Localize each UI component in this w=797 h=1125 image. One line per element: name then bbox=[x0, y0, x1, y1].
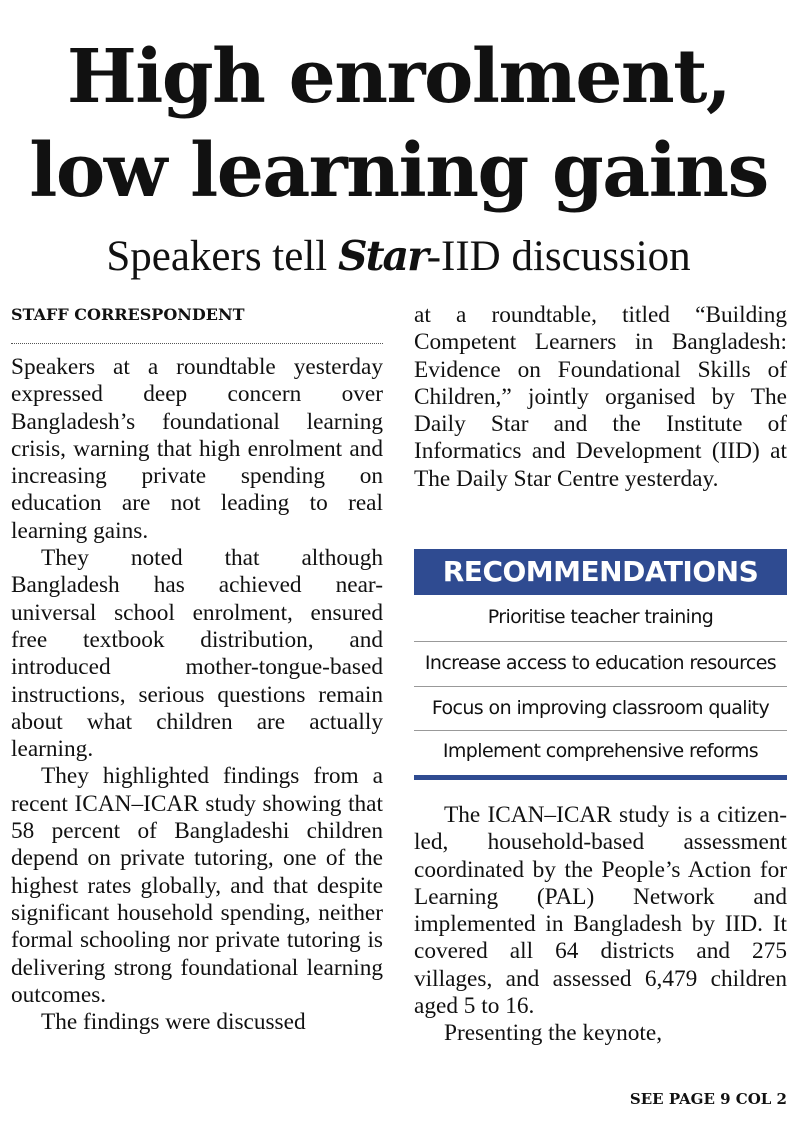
article-paragraph: at a roundtable, titled “Building Competent Learners in Bangladesh: Evidence on Foundational Skills of Children,” jointly organised by The Daily Star and the Institute of Informatics and Development (IID) at The Daily Star Centre yesterday. bbox=[414, 302, 787, 492]
article-column-1 bbox=[11, 354, 383, 1036]
subheadline bbox=[0, 228, 797, 285]
recommendations-box bbox=[414, 549, 787, 780]
continued-on-page: SEE PAGE 9 COL 2 bbox=[629, 1090, 787, 1108]
headline-line-2: low learning gains bbox=[29, 128, 768, 214]
article-paragraph: The ICAN–ICAR study is a citizen-led, household-based assessment coordinated by the People’s Action for Learning (PAL) Network and implemented in Bangladesh by IID. It covered all 64 districts and 275 villages, and assessed 6,479 children aged 5 to 16. bbox=[414, 802, 787, 1020]
byline: STAFF CORRESPONDENT bbox=[11, 302, 383, 344]
subhead-text-before: Speakers tell bbox=[106, 233, 338, 280]
article-column-2-top bbox=[414, 302, 787, 493]
headline-line-1: High enrolment, bbox=[66, 34, 731, 120]
article-paragraph: The findings were discussed bbox=[41, 1009, 306, 1036]
recommendation-item: Prioritise teacher training bbox=[414, 595, 787, 642]
headline bbox=[0, 30, 797, 218]
recommendations-bottom-rule bbox=[414, 775, 787, 780]
recommendation-item: Implement comprehensive reforms bbox=[442, 740, 759, 762]
subhead-text-after: -IID discussion bbox=[426, 233, 691, 280]
recommendations-list bbox=[414, 595, 787, 775]
article-column-2-bottom bbox=[414, 802, 787, 1048]
recommendation-item: Focus on improving classroom quality bbox=[414, 687, 787, 731]
recommendation-item: Increase access to education resources bbox=[414, 642, 787, 687]
article-paragraph: They highlighted findings from a recent ICAN–ICAR study showing that 58 percent of Bangladeshi children depend on private tutoring, one of the highest rates globally, and that despite significant household spending, neither formal schooling nor private tutoring is delivering strong foundational learning outcomes. bbox=[11, 763, 383, 1008]
recommendations-title: RECOMMENDATIONS bbox=[414, 549, 787, 595]
article-paragraph: Presenting the keynote, bbox=[444, 1020, 663, 1047]
daily-star-logo: Star bbox=[337, 232, 427, 280]
article-paragraph: They noted that although Bangladesh has achieved near-universal school enrolment, ensured free textbook distribution, and introduced mother-tongue-based instructions, serious questions remain about what children are actually learning. bbox=[11, 545, 383, 763]
article-paragraph: Speakers at a roundtable yesterday expressed deep concern over Bangladesh’s foundational learning crisis, warning that high enrolment and increasing private spending on education are not leading to real learning gains. bbox=[11, 354, 383, 544]
